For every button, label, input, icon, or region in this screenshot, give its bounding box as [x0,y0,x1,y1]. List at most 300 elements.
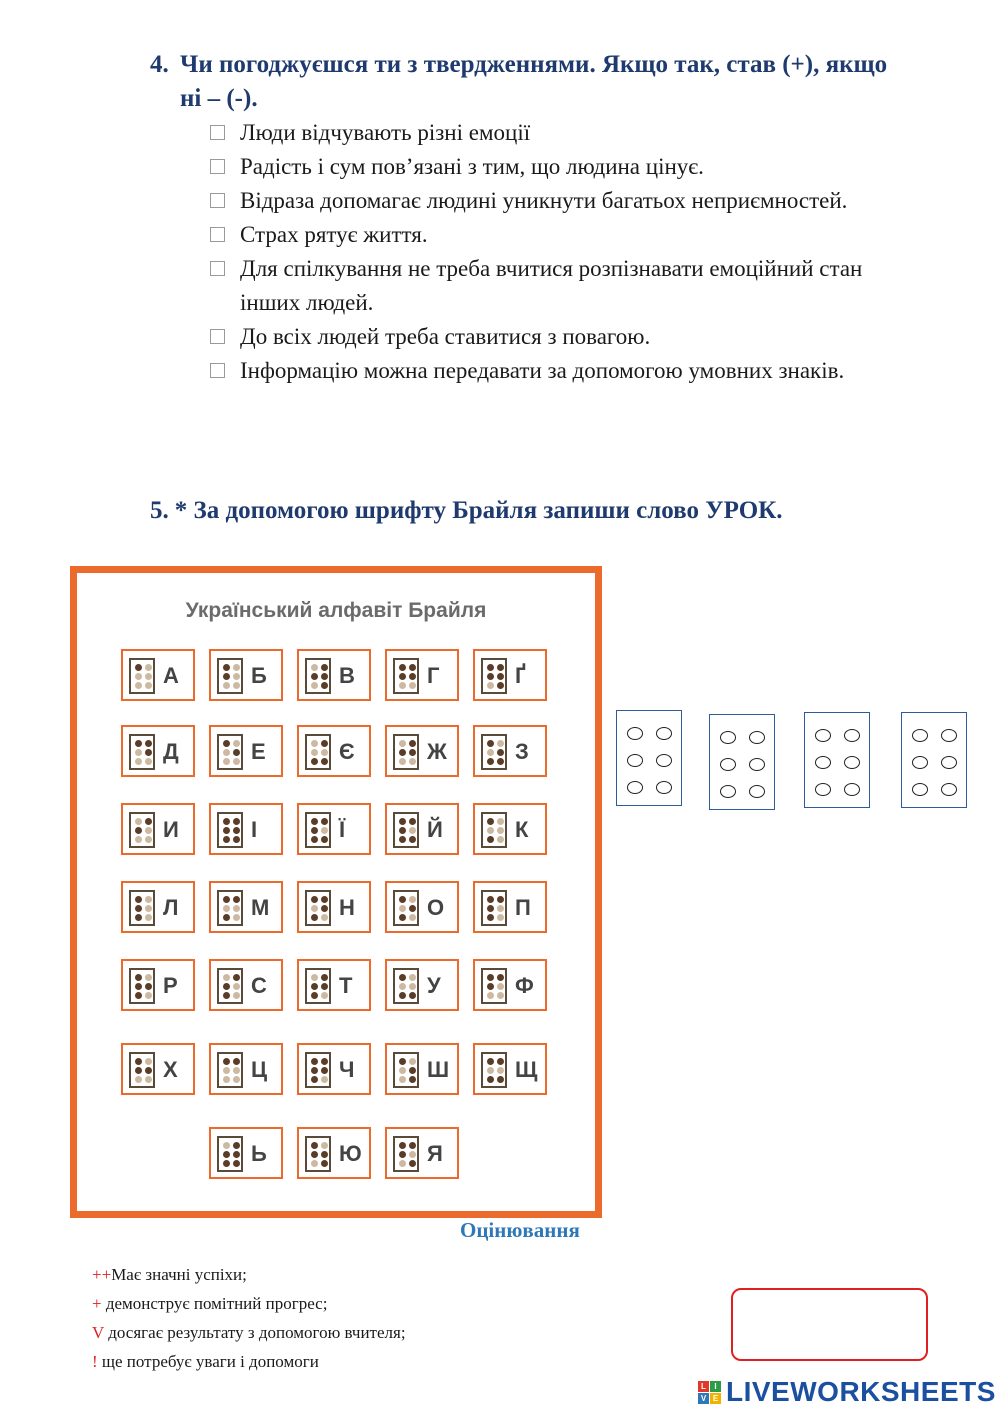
braille-dot [409,1160,416,1167]
braille-dot [399,1058,406,1065]
braille-dot [399,914,406,921]
answer-checkbox[interactable] [210,363,225,378]
braille-dot [321,983,328,990]
assessment-level [92,1318,406,1347]
braille-letter-card [473,881,547,933]
braille-dot [487,673,494,680]
braille-circle[interactable] [912,729,928,742]
braille-dot [233,749,240,756]
braille-letter-label: Ф [515,973,534,998]
braille-dot [497,1076,504,1083]
braille-letter-card [385,959,459,1011]
braille-letter-card [121,1043,195,1095]
braille-letter-label: Ж [427,739,447,764]
braille-letter-label: З [515,739,529,764]
braille-dot [321,758,328,765]
braille-dot [145,1058,152,1065]
braille-dot [311,758,318,765]
braille-circle[interactable] [912,783,928,796]
braille-circle[interactable] [815,783,831,796]
braille-letter-card [121,725,195,777]
braille-dot [409,682,416,689]
braille-dot [487,974,494,981]
braille-letter-label: Л [163,895,179,920]
braille-dot [135,1058,142,1065]
braille-answer-cell[interactable] [804,712,870,808]
assessment-mark: ! [92,1352,98,1371]
braille-dot [409,896,416,903]
braille-dot [223,1151,230,1158]
braille-dot [409,1067,416,1074]
braille-circle[interactable] [844,756,860,769]
braille-dot [135,664,142,671]
braille-dot [497,836,504,843]
braille-letter-card [209,1043,283,1095]
braille-dot [223,827,230,834]
braille-dot [321,673,328,680]
braille-dot [135,896,142,903]
braille-dot [409,664,416,671]
braille-dot [321,818,328,825]
braille-circle[interactable] [941,783,957,796]
braille-dot [409,740,416,747]
braille-dot [497,740,504,747]
braille-dot [145,905,152,912]
braille-cell [305,968,331,1004]
grade-input-box[interactable] [731,1288,928,1361]
braille-letter-label: Ь [251,1141,267,1166]
braille-dot [487,905,494,912]
braille-letter-label: К [515,817,529,842]
braille-letter-card [297,1043,371,1095]
braille-dot [233,827,240,834]
braille-cell [305,1052,331,1088]
assessment-text: Має значні успіхи; [111,1265,247,1284]
braille-dot [497,896,504,903]
braille-letter-label: С [251,973,267,998]
braille-dot [223,974,230,981]
braille-dot [311,992,318,999]
answer-checkbox[interactable] [210,125,225,140]
braille-dot [145,836,152,843]
braille-dot [399,1076,406,1083]
braille-dot [311,914,318,921]
braille-dot [223,664,230,671]
braille-letter-label: Н [339,895,355,920]
statement-item [208,354,928,388]
brand-logo-letter: E [710,1393,721,1404]
braille-dot [497,983,504,990]
braille-dot [145,827,152,834]
assessment-level [92,1347,406,1376]
braille-dot [399,992,406,999]
braille-letter-card [209,959,283,1011]
braille-dot [135,914,142,921]
braille-dot [223,758,230,765]
statement-text: Для спілкування не треба вчитися розпізнавати емоційний стан інших людей. [240,256,863,315]
braille-dot [321,827,328,834]
braille-cell [393,658,419,694]
answer-checkbox[interactable] [210,159,225,174]
braille-dot [497,682,504,689]
braille-dot [223,914,230,921]
braille-dot [487,818,494,825]
braille-cell [129,890,155,926]
braille-dot [311,1160,318,1167]
braille-dot [321,682,328,689]
braille-dot [233,905,240,912]
braille-dot [409,1058,416,1065]
braille-dot [311,1058,318,1065]
braille-dot [223,992,230,999]
braille-dot [233,740,240,747]
braille-circle[interactable] [656,727,672,740]
braille-circle[interactable] [815,729,831,742]
braille-letter-card [297,725,371,777]
braille-dot [223,1058,230,1065]
braille-dot [311,818,318,825]
braille-dot [311,827,318,834]
braille-dot [487,827,494,834]
braille-letter-label: Ц [251,1057,268,1082]
braille-dot [409,914,416,921]
statement-item [208,184,928,218]
braille-dot [145,914,152,921]
braille-dot [145,740,152,747]
braille-letter-label: Т [339,973,353,998]
braille-letter-card [209,881,283,933]
braille-letter-card [473,649,547,701]
braille-dot [145,1076,152,1083]
braille-letter-card [473,959,547,1011]
statement-item [208,150,928,184]
braille-letter-label: Г [427,663,440,688]
braille-dot [233,818,240,825]
brand-logo-letter: V [698,1393,709,1404]
braille-letter-label: І [251,817,258,842]
braille-answer-cell[interactable] [616,710,682,806]
braille-dot [321,905,328,912]
braille-dot [321,1160,328,1167]
braille-cell [481,968,507,1004]
braille-letter-card [297,959,371,1011]
braille-letter-label: Х [163,1057,178,1082]
assessment-levels [92,1260,406,1376]
braille-dot [145,896,152,903]
braille-letter-card [473,725,547,777]
braille-dot [145,818,152,825]
braille-dot [311,664,318,671]
braille-dot [321,1076,328,1083]
braille-cell [129,1052,155,1088]
braille-letter-card [209,803,283,855]
braille-letter-label: Б [251,663,267,688]
braille-dot [321,974,328,981]
braille-dot [409,974,416,981]
answer-checkbox[interactable] [210,261,225,276]
braille-dot [311,1151,318,1158]
braille-dot [223,1067,230,1074]
braille-dot [321,740,328,747]
braille-cell [393,890,419,926]
braille-dot [223,905,230,912]
braille-dot [233,1160,240,1167]
braille-dot [145,664,152,671]
braille-cell [217,734,243,770]
braille-dot [135,740,142,747]
braille-cell [305,734,331,770]
braille-dot [233,1067,240,1074]
braille-dot [497,1067,504,1074]
braille-dot [399,896,406,903]
braille-dot [487,664,494,671]
braille-letter-card [385,725,459,777]
braille-dot [223,836,230,843]
braille-answer-cell[interactable] [901,712,967,808]
braille-circle[interactable] [627,727,643,740]
braille-dot [399,749,406,756]
braille-dot [233,974,240,981]
braille-dot [321,896,328,903]
braille-dot [311,896,318,903]
braille-letter-label: Я [427,1141,443,1166]
braille-dot [497,664,504,671]
braille-letter-card [121,803,195,855]
question-4-number: 4. [150,51,169,78]
braille-letter-card [385,649,459,701]
braille-dot [399,1160,406,1167]
braille-cell [217,1136,243,1172]
question-5-heading [150,494,783,528]
answer-checkbox[interactable] [210,193,225,208]
braille-letter-label: П [515,895,531,920]
braille-dot [409,992,416,999]
braille-cell [129,734,155,770]
braille-dot [497,1058,504,1065]
braille-dot [135,827,142,834]
question-5-title: * За допомогою шрифту Брайля запиши слово УРОК. [174,497,783,524]
braille-circle[interactable] [749,731,765,744]
braille-dot [135,749,142,756]
statement-item [208,252,928,320]
braille-dot [311,1076,318,1083]
braille-dot [145,682,152,689]
braille-cell [393,968,419,1004]
answer-checkbox[interactable] [210,227,225,242]
braille-circle[interactable] [912,756,928,769]
braille-dot [135,758,142,765]
braille-dot [409,673,416,680]
braille-dot [409,827,416,834]
braille-dot [321,1067,328,1074]
braille-letter-card [385,803,459,855]
braille-letter-label: Ч [339,1057,355,1082]
braille-dot [399,1142,406,1149]
braille-dot [399,827,406,834]
braille-circle[interactable] [720,758,736,771]
braille-dot [399,836,406,843]
statement-text: До всіх людей треба ставитися з повагою. [240,324,651,349]
braille-dot [321,836,328,843]
braille-dot [135,836,142,843]
braille-dot [321,1058,328,1065]
braille-cell [481,812,507,848]
braille-dot [399,758,406,765]
braille-letter-label: В [339,663,355,688]
braille-dot [233,992,240,999]
braille-dot [321,914,328,921]
braille-dot [487,1058,494,1065]
braille-dot [145,673,152,680]
braille-letter-label: Ґ [515,663,526,688]
braille-dot [497,758,504,765]
braille-circle[interactable] [627,781,643,794]
braille-dot [223,673,230,680]
braille-letter-label: Д [163,739,179,764]
braille-dot [487,836,494,843]
braille-dot [223,749,230,756]
braille-circle[interactable] [749,758,765,771]
liveworksheets-logo [698,1376,996,1408]
braille-dot [233,1058,240,1065]
braille-answer-cell[interactable] [709,714,775,810]
braille-letter-card [297,1127,371,1179]
braille-dot [145,983,152,990]
braille-dot [311,836,318,843]
braille-dot [321,1142,328,1149]
braille-letter-label: Ї [339,817,346,842]
brand-name: LIVEWORKSHEETS [726,1376,996,1407]
braille-dot [311,749,318,756]
braille-cell [481,890,507,926]
braille-dot [409,758,416,765]
braille-dot [321,664,328,671]
braille-dot [409,1076,416,1083]
brand-logo-icon [698,1381,721,1404]
braille-letter-card [121,649,195,701]
braille-dot [233,664,240,671]
braille-cell [393,1052,419,1088]
braille-dot [487,983,494,990]
braille-dot [321,749,328,756]
braille-dot [399,905,406,912]
statement-text: Люди відчувають різні емоції [240,120,531,145]
braille-circle[interactable] [627,754,643,767]
braille-dot [487,992,494,999]
braille-cell [217,890,243,926]
braille-cell [393,1136,419,1172]
braille-dot [135,682,142,689]
braille-dot [399,983,406,990]
braille-dot [311,974,318,981]
statement-text: Інформацію можна передавати за допомогою умовних знаків. [240,358,845,383]
assessment-mark: ++ [92,1265,112,1284]
braille-dot [233,682,240,689]
assessment-level [92,1260,406,1289]
braille-circle[interactable] [941,756,957,769]
braille-letter-card [121,881,195,933]
statement-list [208,116,928,388]
question-5-number: 5. [150,497,169,524]
braille-dot [321,1151,328,1158]
braille-cell [217,812,243,848]
braille-dot [399,1151,406,1158]
braille-cell [217,968,243,1004]
braille-dot [497,818,504,825]
braille-dot [311,673,318,680]
braille-dot [233,758,240,765]
braille-dot [487,758,494,765]
braille-circle[interactable] [844,783,860,796]
braille-circle[interactable] [720,785,736,798]
braille-dot [399,664,406,671]
braille-cell [481,734,507,770]
braille-letter-card [473,803,547,855]
braille-dot [233,1151,240,1158]
statement-text: Відраза допомагає людині уникнути багатьох неприємностей. [240,188,848,213]
braille-dot [409,836,416,843]
braille-dot [311,1067,318,1074]
statement-item [208,116,928,150]
braille-dot [497,974,504,981]
braille-letter-card [209,725,283,777]
braille-circle[interactable] [749,785,765,798]
braille-dot [223,1076,230,1083]
braille-dot [311,905,318,912]
braille-cell [129,968,155,1004]
braille-dot [233,896,240,903]
braille-circle[interactable] [656,781,672,794]
braille-dot [399,818,406,825]
braille-circle[interactable] [941,729,957,742]
braille-circle[interactable] [815,756,831,769]
braille-dot [233,1142,240,1149]
braille-dot [399,974,406,981]
braille-dot [487,896,494,903]
braille-letter-label: О [427,895,445,920]
braille-letter-card [385,1127,459,1179]
brand-logo-letter: I [710,1381,721,1392]
braille-dot [223,682,230,689]
braille-dot [487,740,494,747]
braille-dot [145,758,152,765]
braille-dot [311,1142,318,1149]
braille-dot [399,740,406,747]
braille-circle[interactable] [656,754,672,767]
assessment-level [92,1289,406,1318]
braille-dot [145,992,152,999]
braille-dot [487,1076,494,1083]
statement-item [208,320,928,354]
braille-dot [223,896,230,903]
braille-dot [223,1160,230,1167]
braille-dot [223,983,230,990]
assessment-mark: + [92,1294,102,1313]
answer-checkbox[interactable] [210,329,225,344]
braille-dot [487,749,494,756]
braille-dot [409,749,416,756]
braille-dot [487,1067,494,1074]
braille-dot [497,827,504,834]
braille-letter-card [297,649,371,701]
braille-dot [497,914,504,921]
braille-circle[interactable] [844,729,860,742]
braille-cell [305,658,331,694]
braille-letter-label: А [163,663,179,688]
braille-dot [223,818,230,825]
braille-circle[interactable] [720,731,736,744]
braille-letter-label: Щ [515,1057,538,1082]
